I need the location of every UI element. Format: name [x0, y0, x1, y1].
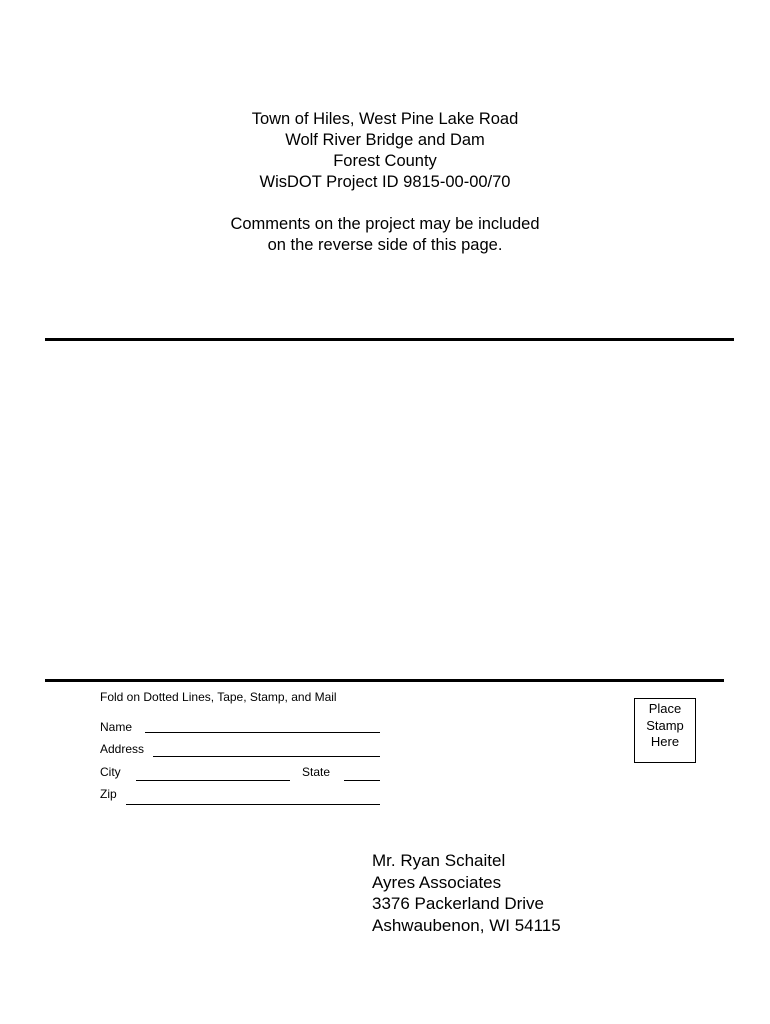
stamp-box	[634, 698, 696, 763]
stamp-text-line-2: Stamp	[646, 717, 684, 733]
header-spacer	[0, 193, 770, 214]
comments-note-line-2: on the reverse side of this page.	[267, 236, 503, 254]
project-structure: Wolf River Bridge and Dam	[285, 131, 485, 149]
recipient-name: Mr. Ryan Schaitel	[372, 851, 506, 870]
recipient-street: 3376 Packerland Drive	[372, 894, 544, 913]
fold-divider-bottom	[45, 679, 724, 682]
recipient-company: Ayres Associates	[372, 872, 502, 892]
city-label: City	[100, 765, 121, 779]
address-label: Address	[100, 742, 145, 756]
name-field[interactable]	[145, 732, 380, 733]
project-id: WisDOT Project ID 9815-00-00/70	[259, 173, 511, 191]
city-field[interactable]	[136, 780, 290, 781]
zip-label: Zip	[100, 787, 117, 801]
fold-divider-top	[45, 338, 734, 341]
project-location: Town of Hiles, West Pine Lake Road	[251, 110, 519, 128]
stamp-text-line-1: Place	[648, 701, 682, 716]
zip-field[interactable]	[126, 804, 380, 805]
state-field[interactable]	[344, 780, 380, 781]
recipient-city-state-zip: Ashwaubenon, WI 54115	[372, 915, 561, 935]
stamp-text-line-3: Here	[650, 734, 680, 749]
state-label: State	[302, 765, 331, 779]
project-header	[0, 109, 770, 256]
address-field[interactable]	[153, 756, 380, 757]
mailing-instructions: Fold on Dotted Lines, Tape, Stamp, and Mail	[100, 690, 337, 704]
project-county: Forest County	[333, 152, 437, 170]
name-label: Name	[100, 720, 133, 734]
comments-note-line-1: Comments on the project may be included	[230, 215, 540, 233]
recipient-address	[372, 850, 561, 936]
